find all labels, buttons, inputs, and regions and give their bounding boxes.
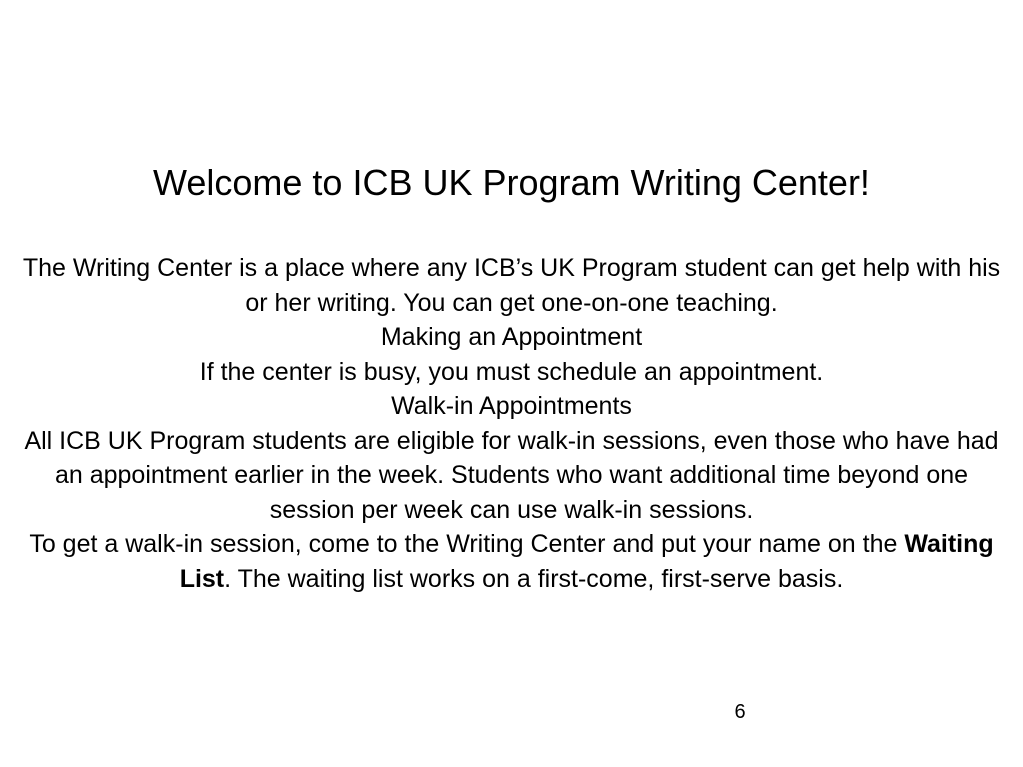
appointment-heading: Making an Appointment	[380, 323, 643, 351]
waiting-list-label: Waiting List	[179, 530, 994, 593]
walkin-paragraph: All ICB UK Program students are eligible for walk-in sessions, even those who have had an appointment earlier in the week. Students who want additional time beyond one session per week can use walk-in sessions.	[24, 426, 999, 524]
waiting-text-before: To get a walk-in session, come to the Writing Center and put your name on the	[29, 530, 905, 558]
walkin-heading: Walk-in Appointments	[391, 392, 632, 420]
slide-body	[20, 251, 1003, 596]
waiting-text-after: . The waiting list works on a first-come, first-serve basis.	[224, 564, 844, 593]
waiting-list-paragraph	[20, 527, 1003, 596]
appointment-paragraph: If the center is busy, you must schedule an appointment.	[199, 357, 824, 386]
page-number: 6	[734, 701, 746, 723]
slide-title: Welcome to ICB UK Program Writing Center!	[153, 162, 870, 203]
intro-paragraph: The Writing Center is a place where any ICB’s UK Program student can get help with his or her writing. You can get one-on-one teaching.	[22, 254, 1001, 317]
